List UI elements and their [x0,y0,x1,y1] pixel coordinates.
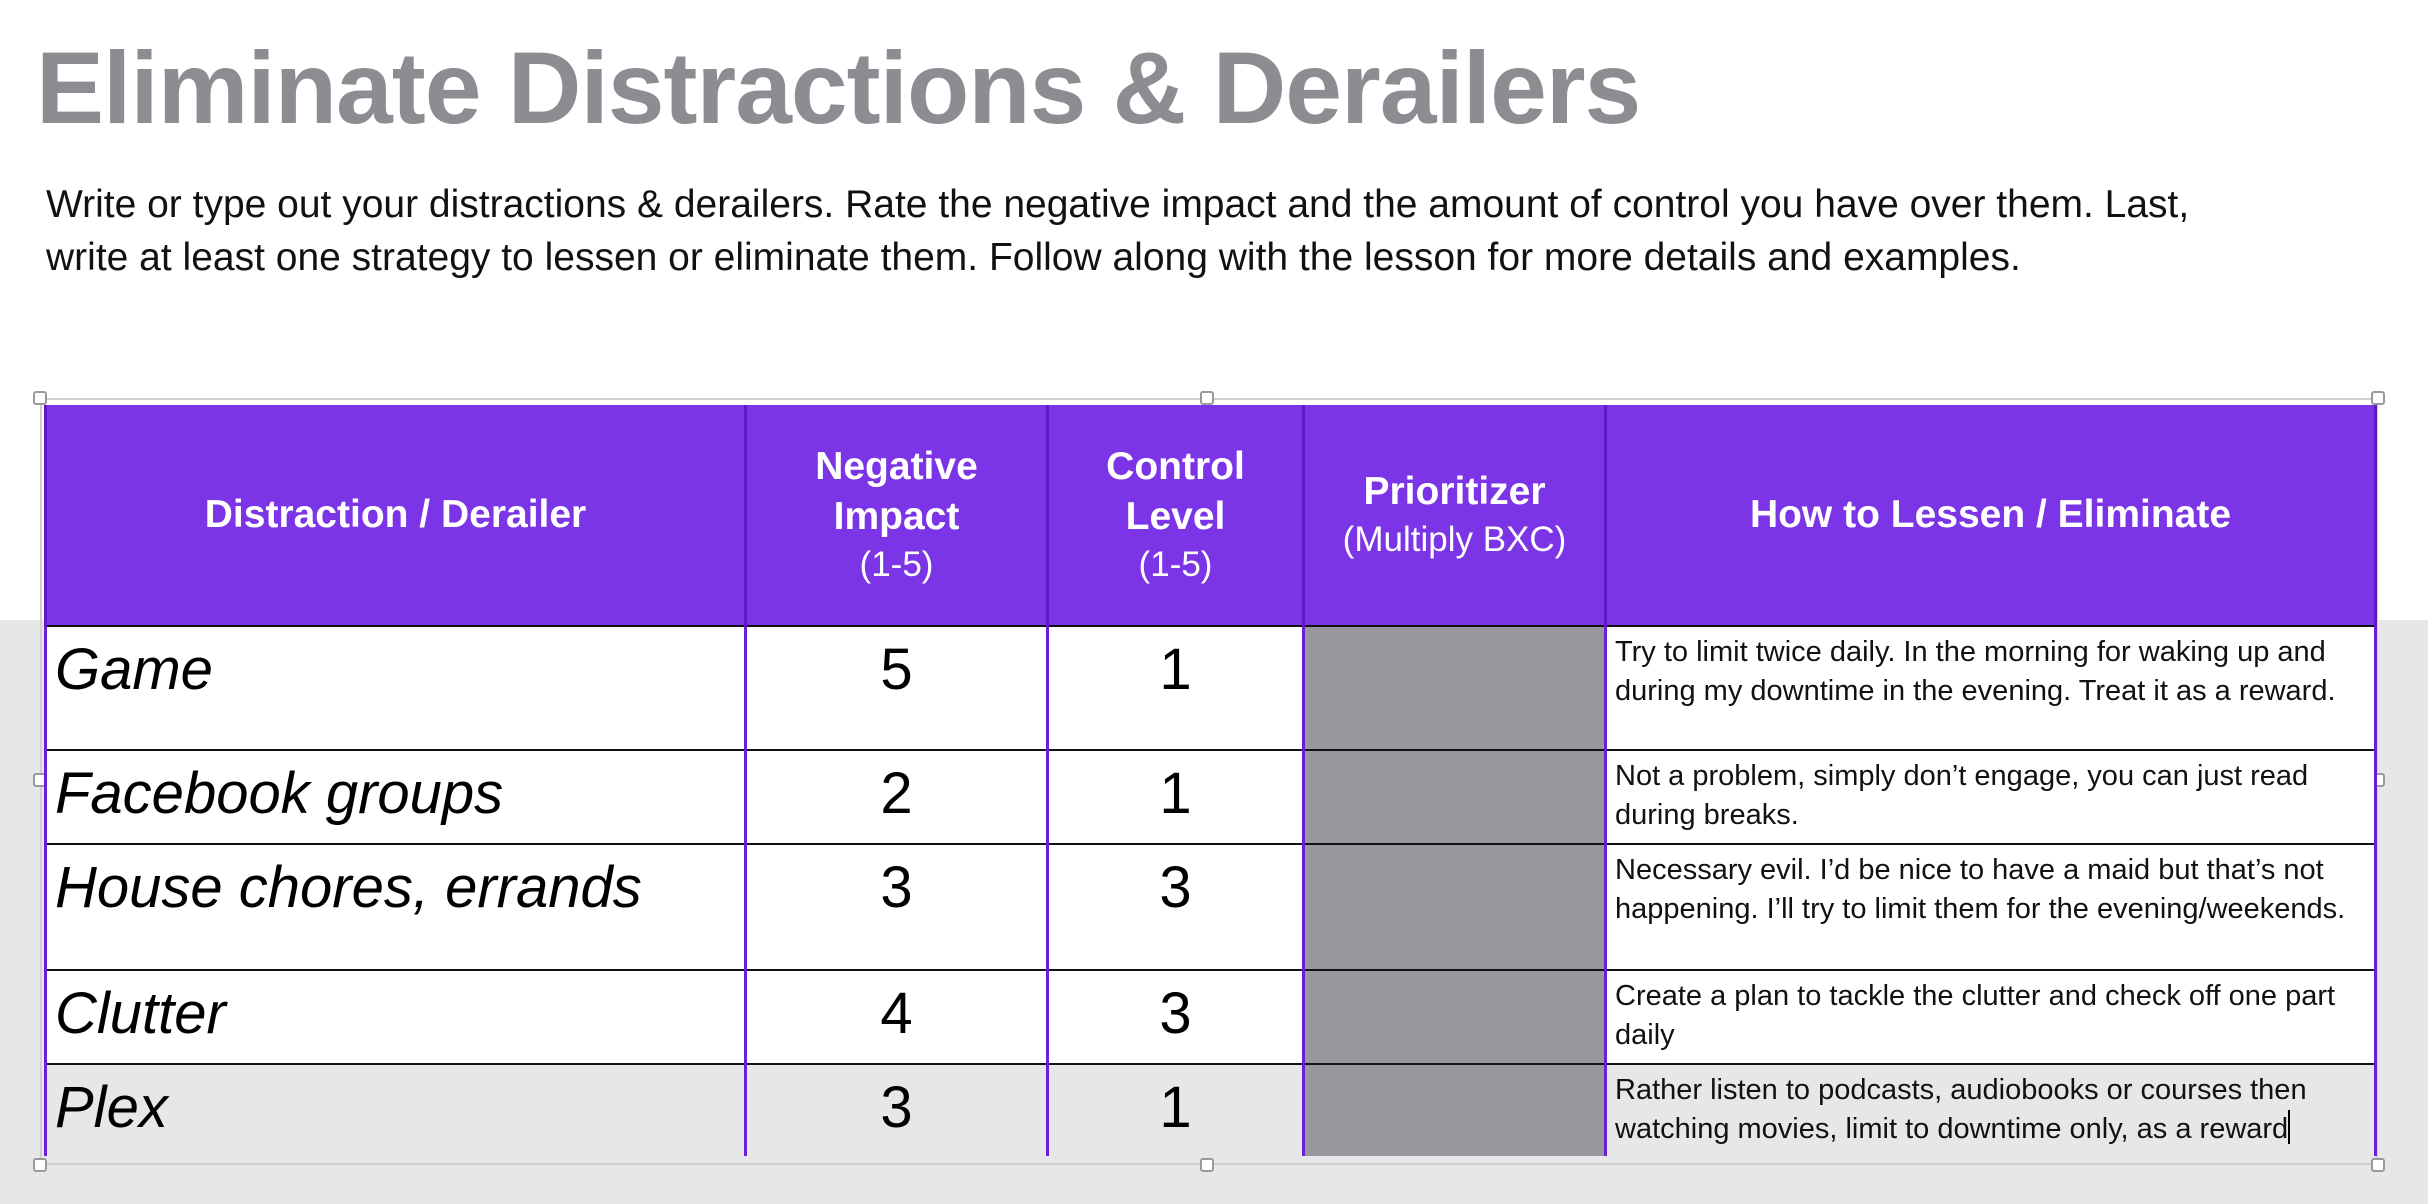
header-negative-impact[interactable]: Negative Impact (1-5) [746,405,1048,626]
table-row [46,844,2376,970]
cell-prioritizer[interactable] [1304,970,1606,1064]
cell-how-to-lessen[interactable]: Create a plan to tackle the clutter and check off one part daily [1606,970,2376,1064]
cell-prioritizer[interactable] [1304,844,1606,970]
cell-how-to-lessen[interactable]: Try to limit twice daily. In the morning for waking up and during my downtime in the evening. Treat it as a reward. [1606,626,2376,750]
table-row [46,750,2376,844]
cell-prioritizer[interactable] [1304,1064,1606,1156]
cell-control-level[interactable]: 1 [1048,750,1304,844]
resize-handle-top-center[interactable] [1200,391,1214,405]
resize-handle-bottom-center[interactable] [1200,1158,1214,1172]
cell-prioritizer[interactable] [1304,750,1606,844]
cell-how-to-lessen[interactable]: Not a problem, simply don’t engage, you can just read during breaks. [1606,750,2376,844]
page-title: Eliminate Distractions & Derailers [36,31,1641,145]
header-control-level[interactable]: Control Level (1-5) [1048,405,1304,626]
resize-handle-top-left[interactable] [33,391,47,405]
cell-distraction[interactable]: Facebook groups [46,750,746,844]
resize-handle-bottom-right[interactable] [2371,1158,2385,1172]
header-how-to-lessen[interactable]: How to Lessen / Eliminate [1606,405,2376,626]
header-distraction[interactable]: Distraction / Derailer [46,405,746,626]
cell-distraction[interactable]: Plex [46,1064,746,1156]
table-row [46,970,2376,1064]
distractions-table [44,405,2374,1160]
cell-control-level[interactable]: 1 [1048,1064,1304,1156]
cell-negative-impact[interactable]: 5 [746,626,1048,750]
cell-distraction[interactable]: House chores, errands [46,844,746,970]
header-prioritizer[interactable]: Prioritizer (Multiply BXC) [1304,405,1606,626]
cell-distraction[interactable]: Clutter [46,970,746,1064]
cell-text: Rather listen to podcasts, audiobooks or courses then watching movies, limit to downtime only, as a reward [1615,1074,2307,1145]
resize-handle-bottom-left[interactable] [33,1158,47,1172]
resize-handle-top-right[interactable] [2371,391,2385,405]
cell-negative-impact[interactable]: 3 [746,844,1048,970]
cell-control-level[interactable]: 1 [1048,626,1304,750]
table-header-row [46,405,2376,626]
cell-control-level[interactable]: 3 [1048,844,1304,970]
cell-control-level[interactable]: 3 [1048,970,1304,1064]
cell-prioritizer[interactable] [1304,626,1606,750]
table-row [46,1064,2376,1156]
cell-negative-impact[interactable]: 4 [746,970,1048,1064]
text-cursor [2288,1110,2290,1144]
cell-negative-impact[interactable]: 2 [746,750,1048,844]
cell-how-to-lessen[interactable]: Necessary evil. I’d be nice to have a maid but that’s not happening. I’ll try to limit them for the evening/weekends. [1606,844,2376,970]
cell-distraction[interactable]: Game [46,626,746,750]
cell-negative-impact[interactable]: 3 [746,1064,1048,1156]
table-row [46,626,2376,750]
cell-how-to-lessen[interactable] [1606,1064,2376,1156]
instructions-text: Write or type out your distractions & derailers. Rate the negative impact and the amount of control you have over them. Last, write at least one strategy to lessen or eliminate them. Follow along with the lesson for more details and examples. [46,183,2190,279]
